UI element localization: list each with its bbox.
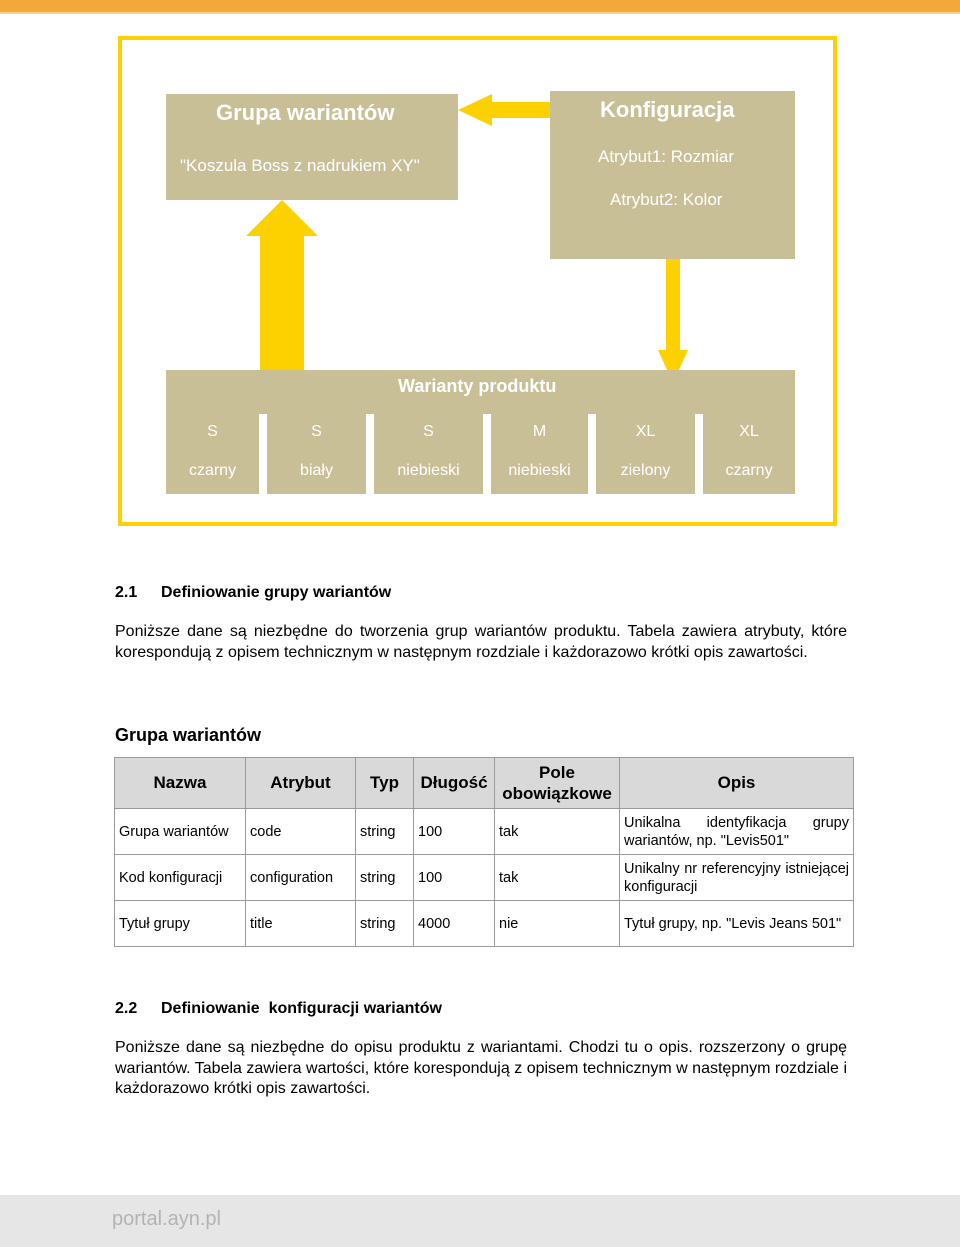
variant-separator [366, 414, 374, 494]
column-header: Opis [620, 758, 854, 809]
variant-group-table [114, 757, 854, 947]
product-variants-title: Warianty produktu [398, 376, 557, 396]
variant-color: czarny [188, 462, 237, 479]
variant-size: S [207, 423, 218, 440]
table-cell: string [356, 809, 414, 855]
table-cell: 4000 [414, 901, 495, 947]
column-header: Typ [356, 758, 414, 809]
variant-color: biały [300, 462, 333, 479]
section-paragraph: Poniższe dane są niezbędne do opisu produktu z wariantami. Chodzi tu o opis. rozszerzony o grupę wariantów. Tabela zawiera wartości, które korespondują z opisem technicznym w następnym rozdziale i każdorazowo krótki opis zawartości. [115, 1039, 847, 1097]
table-cell: nie [495, 901, 620, 947]
column-header: Atrybut [246, 758, 356, 809]
configuration-attr1: Atrybut1: Rozmiar [598, 147, 735, 166]
section-heading [115, 1000, 442, 1018]
variant-color: czarny [725, 462, 773, 479]
configuration-attr2: Atrybut2: Kolor [610, 190, 723, 209]
variant-size: XL [635, 423, 656, 440]
variant-color: niebieski [397, 462, 460, 479]
variant-separator [483, 414, 491, 494]
table-row [115, 901, 854, 947]
column-header: Długość [414, 758, 495, 809]
table-cell: code [246, 809, 356, 855]
column-header: Pole obowiązkowe [495, 758, 620, 809]
table-cell: 100 [414, 855, 495, 901]
table-title: Grupa wariantów [115, 725, 262, 745]
table-cell: 100 [414, 809, 495, 855]
variant-separator [695, 414, 703, 494]
variant-size: XL [739, 423, 759, 440]
table-header-row [115, 758, 854, 809]
up-arrow [246, 200, 318, 370]
table-cell: tak [495, 855, 620, 901]
table-row [115, 809, 854, 855]
variant-group-name: "Koszula Boss z nadrukiem XY" [180, 156, 420, 175]
configuration-title: Konfiguracja [600, 97, 735, 122]
table-cell: Unikalna identyfikacja grupy wariantów, np. "Levis501" [620, 809, 854, 855]
table-cell: string [356, 901, 414, 947]
table-cell: tak [495, 809, 620, 855]
table-cell: configuration [246, 855, 356, 901]
section-heading [115, 584, 391, 602]
section-title: Definiowanie grupy wariantów [161, 584, 392, 601]
variant-group-title: Grupa wariantów [216, 100, 395, 125]
variant-separator [588, 414, 596, 494]
variant-separator [259, 414, 267, 494]
variant-size: S [311, 423, 322, 440]
section-number: 2.1 [115, 584, 138, 601]
footer-url: portal.ayn.pl [112, 1208, 221, 1230]
table-cell: Kod konfiguracji [115, 855, 246, 901]
variant-color: zielony [620, 462, 671, 479]
table-cell: title [246, 901, 356, 947]
table-cell: string [356, 855, 414, 901]
table-cell: Grupa wariantów [115, 809, 246, 855]
variant-size: S [423, 423, 434, 440]
configuration-box [550, 91, 795, 259]
table-row [115, 855, 854, 901]
variant-size: M [532, 423, 547, 440]
section-title: Definiowanie konfiguracji wariantów [161, 1000, 442, 1017]
section-paragraph: Poniższe dane są niezbędne do tworzenia grup wariantów produktu. Tabela zawiera atrybuty, które korespondują z opisem technicznym w następnym rozdziale i każdorazowo krótki opis zawartości. [115, 623, 847, 661]
variant-color: niebieski [508, 462, 571, 479]
variant-group-box [166, 94, 458, 200]
column-header: Nazwa [115, 758, 246, 809]
table-cell: Tytuł grupy, np. "Levis Jeans 501" [620, 901, 854, 947]
table-cell: Unikalny nr referencyjny istniejącej konfiguracji [620, 855, 854, 901]
section-number: 2.2 [115, 1000, 138, 1017]
table-cell: Tytuł grupy [115, 901, 246, 947]
